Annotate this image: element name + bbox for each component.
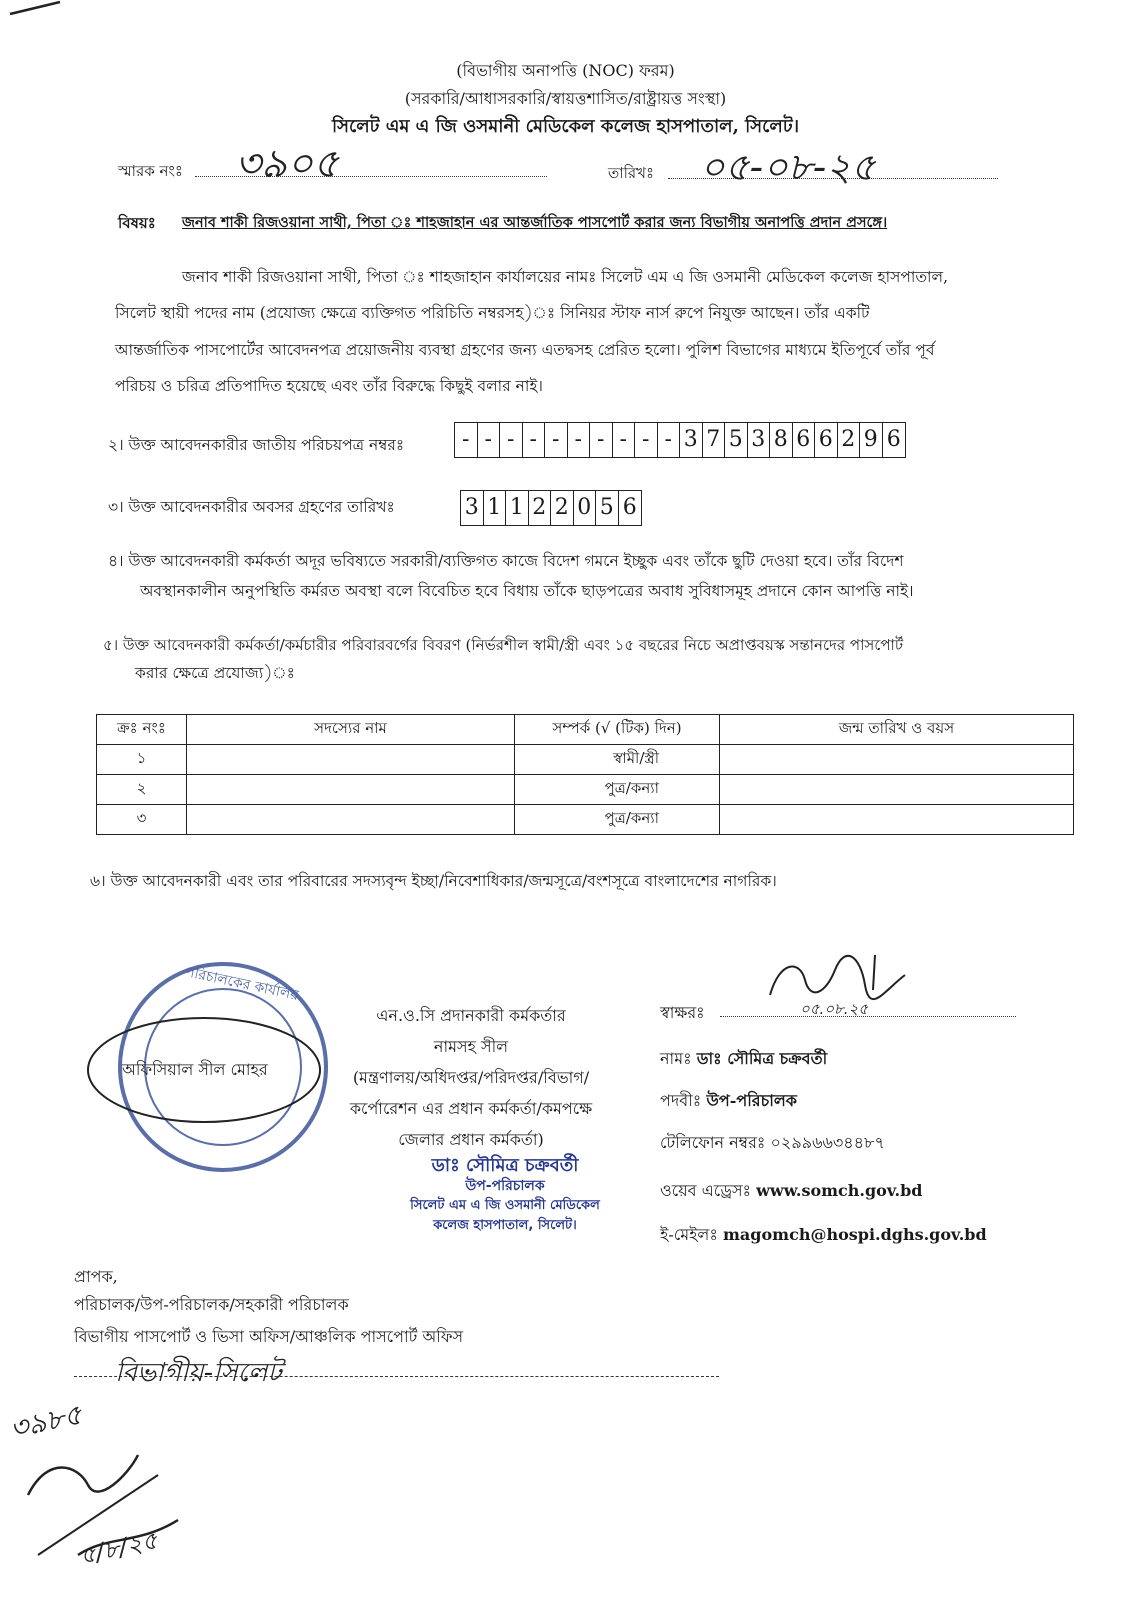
corner-mark <box>0 0 80 20</box>
item5-line1: ৫। উক্ত আবেদনকারী কর্মকর্তা/কর্মচারীর পরিবারবর্গের বিবরণ (নির্ভরশীল স্বামী/স্ত্রী এবং ১৫ বছরের নিচে অপ্রাপ্তবয়স্ক সন্তানদের পাসপোর্ট <box>103 636 904 654</box>
digit-cell: 3 <box>748 423 771 457</box>
header-serial: ক্রঃ নংঃ <box>97 715 187 745</box>
table-row <box>97 775 1074 805</box>
item4-line2: অবস্থানকালীন অনুপস্থিতি কর্মরত অবস্থা বলে বিবেচিত হবে বিধায় তাঁকে ছাড়পত্রের অবাধ সুবিধাসমূহ প্রদানে কোন আপত্তি নাই। <box>140 582 914 600</box>
digit-cell: - <box>478 423 501 457</box>
noc-line2: নামসহ সীল <box>433 1037 509 1056</box>
stamp-org1: সিলেট এম এ জি ওসমানী মেডিকেল <box>410 1198 600 1213</box>
nid-digit-box <box>454 422 906 458</box>
digit-cell: 2 <box>529 491 552 525</box>
digit-cell: 1 <box>484 491 507 525</box>
digit-cell: 6 <box>622 495 637 520</box>
digit-cell: 3 <box>680 423 703 457</box>
digit-cell: - <box>500 423 523 457</box>
name-value: ডাঃ সৌমিত্র চক্রবর্তী <box>696 1049 828 1068</box>
web-row <box>660 1178 922 1205</box>
recipient-line1: পরিচালক/উপ-পরিচালক/সহকারী পরিচালক <box>74 1295 349 1314</box>
body-p1-line1: জনাব শাকী রিজওয়ানা সাথী, পিতা ঃ শাহজাহান কার্যালয়ের নামঃ সিলেট এম এ জি ওসমানী মেডিকেল কলেজ হাসপাতাল, <box>182 268 949 286</box>
officer-stamp <box>380 1156 630 1236</box>
body-p1-line4: পরিচয় ও চরিত্র প্রতিপাদিত হয়েছে এবং তাঁর বিরুদ্ধে কিছুই বলার নাই। <box>115 377 543 395</box>
designation-value: উপ-পরিচালক <box>706 1091 797 1110</box>
email-value: magomch@hospi.dghs.gov.bd <box>722 1225 987 1244</box>
digit-cell: 6 <box>815 423 838 457</box>
signature-date: ০৫.০৮.২৫ <box>800 1000 868 1018</box>
memo-number: ৩৯০৫ <box>235 141 339 187</box>
subject-label: বিষয়ঃ <box>118 214 156 232</box>
retire-label: ৩। উক্ত আবেদনকারীর অবসর গ্রহণের তারিখঃ <box>108 498 395 516</box>
digit-cell: 2 <box>838 423 861 457</box>
designation-row <box>660 1088 797 1115</box>
seal-ring-text: পরিচালকের কার্যালয় <box>183 964 300 1004</box>
item6: ৬। উক্ত আবেদনকারী এবং তার পরিবারের সদস্যবৃন্দ ইচ্ছা/নিবেশাধিকার/জন্মসূত্রে/বংশসূত্রে বাংলাদেশের নাগরিক। <box>90 872 777 890</box>
digit-cell: - <box>523 423 546 457</box>
phone-value: ০২৯৯৬৬৩৪৪৮৭ <box>770 1133 885 1152</box>
digit-cell: 2 <box>551 491 574 525</box>
digit-cell: - <box>455 423 478 457</box>
form-type-line: (বিভাগীয় অনাপত্তি (NOC) ফরম) <box>456 61 675 80</box>
table-header-row <box>97 715 1074 745</box>
row-dob <box>720 775 1074 805</box>
phone-row <box>660 1130 885 1157</box>
phone-label: টেলিফোন নম্বরঃ <box>660 1133 766 1152</box>
margin-note-date: ৫/৮/২৫ <box>77 1526 161 1570</box>
row-relation: পুত্র/কন্যা <box>515 805 720 835</box>
org-type-line: (সরকারি/আধাসরকারি/স্বায়ত্তশাসিত/রাষ্ট্রায়ত্ত সংস্থা) <box>404 89 727 108</box>
digit-cell: 5 <box>596 491 619 525</box>
stamp-name: ডাঃ সৌমিত্র চক্রবর্তী <box>431 1155 579 1176</box>
body-p1-line2: সিলেট স্থায়ী পদের নাম (প্রযোজ্য ক্ষেত্রে ব্যক্তিগত পরিচিতি নম্বরসহ)ঃ সিনিয়র স্টাফ নার্স রুপে নিযুক্ত আছেন। তাঁর একটি <box>115 304 870 322</box>
web-label: ওয়েব এড্রেসঃ <box>660 1181 752 1200</box>
digit-cell: - <box>613 423 636 457</box>
digit-cell: - <box>545 423 568 457</box>
subject-text: জনাব শাকী রিজওয়ানা সাথী, পিতা ঃ শাহজাহান এর আন্তর্জাতিক পাসপোর্ট করার জন্য বিভাগীয় অনাপত্তি প্রদান প্রসঙ্গে। <box>182 214 888 231</box>
digit-cell: 5 <box>725 423 748 457</box>
noc-line4: কর্পোরেশন এর প্রধান কর্মকর্তা/কমপক্ষে <box>349 1099 593 1118</box>
row-relation: পুত্র/কন্যা <box>515 775 720 805</box>
family-table <box>96 714 1074 835</box>
digit-cell: - <box>568 423 591 457</box>
noc-line5: জেলার প্রধান কর্মকর্তা) <box>398 1130 544 1149</box>
row-serial: ১ <box>97 745 187 775</box>
designation-label: পদবীঃ <box>660 1091 702 1110</box>
stamp-org2: কলেজ হাসপাতাল, সিলেট। <box>433 1218 577 1233</box>
recipient-line2: বিভাগীয় পাসপোর্ট ও ভিসা অফিস/আঞ্চলিক পাসপোর্ট অফিস <box>74 1327 464 1346</box>
web-value: www.somch.gov.bd <box>756 1181 923 1200</box>
recipient-label: প্রাপক, <box>74 1267 118 1286</box>
digit-cell: 0 <box>574 491 597 525</box>
row-dob <box>720 745 1074 775</box>
noc-line1: এন.ও.সি প্রদানকারী কর্মকর্তার <box>376 1006 566 1025</box>
digit-cell: 3 <box>461 491 484 525</box>
signature-dotline <box>720 1016 1016 1017</box>
name-row <box>660 1046 827 1073</box>
stamp-title: উপ-পরিচালক <box>465 1178 545 1194</box>
date-value: ০৫-০৮-২৫ <box>700 145 876 189</box>
margin-note-number: ৩৯৮৫ <box>6 1397 85 1446</box>
page-title: সিলেট এম এ জি ওসমানী মেডিকেল কলেজ হাসপাতাল, সিলেট। <box>331 116 800 137</box>
header-dob: জন্ম তারিখ ও বয়স <box>720 715 1074 745</box>
item4-line1: ৪। উক্ত আবেদনকারী কর্মকর্তা অদূর ভবিষ্যতে সরকারী/ব্যক্তিগত কাজে বিদেশ গমনে ইচ্ছুক এবং তাঁকে ছুটি দেওয়া হবে। তাঁর বিদেশ <box>108 552 904 570</box>
official-seal-label: অফিসিয়াল সীল মোহর <box>122 1060 268 1079</box>
row-name <box>187 745 515 775</box>
header-name: সদস্যের নাম <box>187 715 515 745</box>
digit-cell: - <box>590 423 613 457</box>
email-label: ই-মেইলঃ <box>660 1225 718 1244</box>
digit-cell: - <box>635 423 658 457</box>
row-name <box>187 805 515 835</box>
digit-cell: 6 <box>886 427 901 452</box>
noc-officer-block <box>336 1000 606 1155</box>
noc-line3: (মন্ত্রণালয়/অধিদপ্তর/পরিদপ্তর/বিভাগ/ <box>352 1068 590 1087</box>
table-row <box>97 805 1074 835</box>
table-row <box>97 745 1074 775</box>
signature-label: স্বাক্ষরঃ <box>660 1003 705 1022</box>
digit-cell: 7 <box>703 423 726 457</box>
nid-label: ২। উক্ত আবেদনকারীর জাতীয় পরিচয়পত্র নম্বরঃ <box>108 436 405 454</box>
name-label: নামঃ <box>660 1049 692 1068</box>
digit-cell: 6 <box>793 423 816 457</box>
memo-label: স্মারক নংঃ <box>118 162 183 180</box>
row-dob <box>720 805 1074 835</box>
row-relation: স্বামী/স্ত্রী <box>515 745 720 775</box>
header-relation: সম্পর্ক (√ (টিক) দিন) <box>515 715 720 745</box>
row-serial: ২ <box>97 775 187 805</box>
digit-cell: - <box>658 423 681 457</box>
digit-cell: 8 <box>770 423 793 457</box>
body-p1-line3: আন্তর্জাতিক পাসপোর্টের আবেদনপত্র প্রয়োজনীয় ব্যবস্থা গ্রহণের জন্য এতদ্বসহ প্রেরিত হলো। পুলিশ বিভাগের মাধ্যমে ইতিপূর্বে তাঁর পূর্ব <box>115 341 935 359</box>
item5-line2: করার ক্ষেত্রে প্রযোজ্য)ঃ <box>135 664 295 682</box>
row-serial: ৩ <box>97 805 187 835</box>
recipient-handwritten: বিভাগীয়-সিলেট <box>115 1358 282 1388</box>
digit-cell: 1 <box>506 491 529 525</box>
retire-digit-box <box>460 490 642 526</box>
row-name <box>187 775 515 805</box>
email-row <box>660 1222 987 1249</box>
date-label: তারিখঃ <box>608 164 654 182</box>
digit-cell: 9 <box>860 423 883 457</box>
